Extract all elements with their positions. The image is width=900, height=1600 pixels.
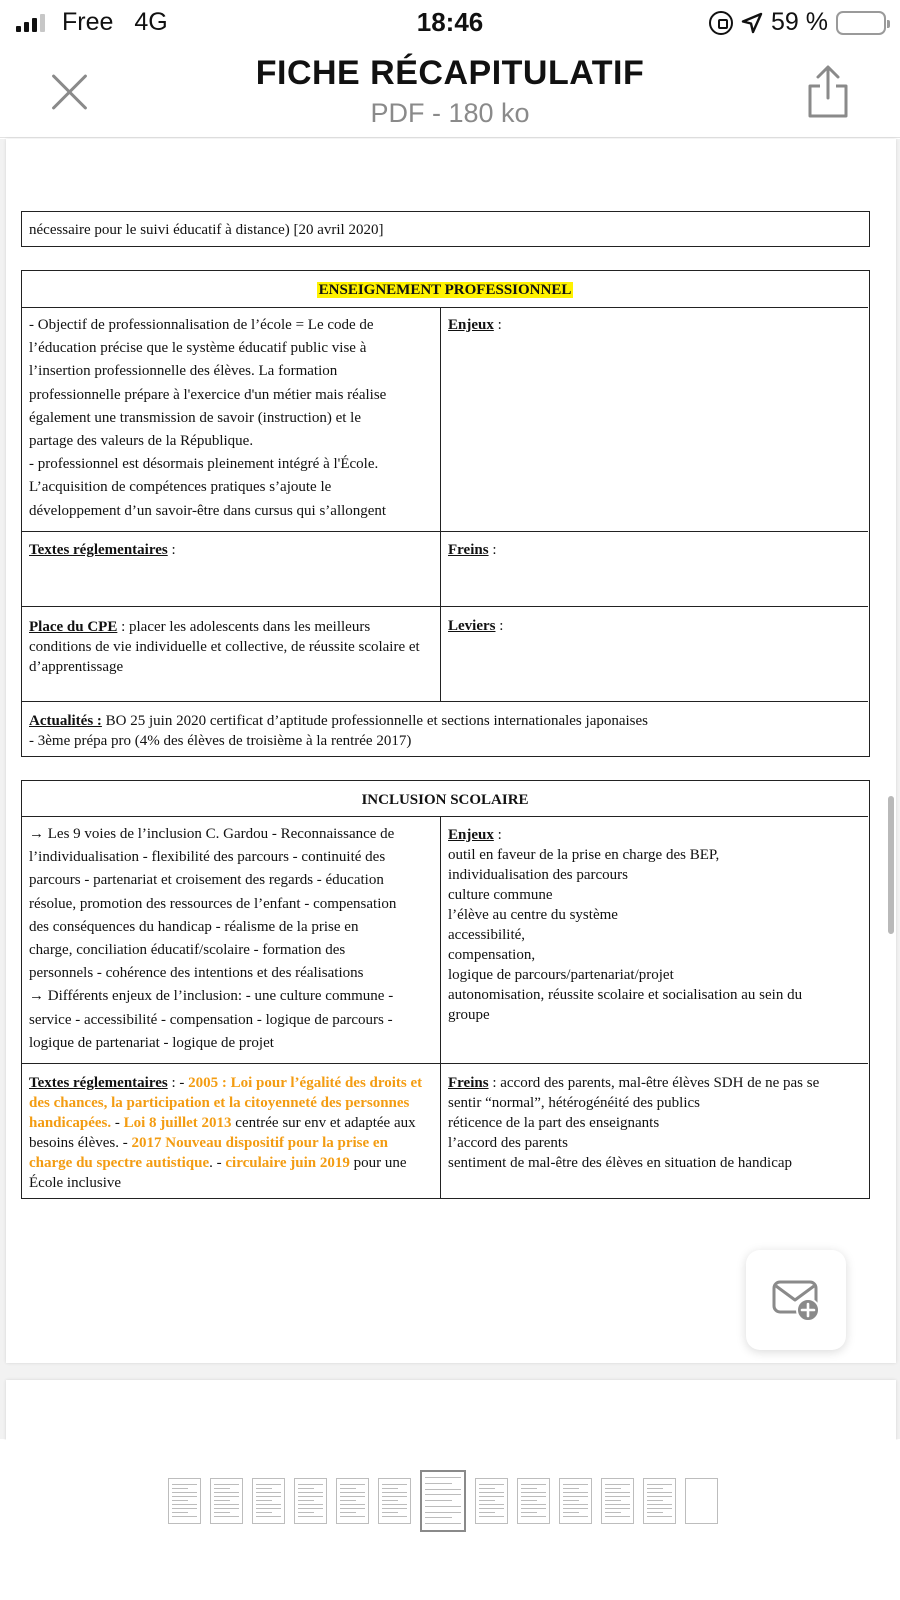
freins-cell: Freins : xyxy=(448,542,497,558)
loi-2013: Loi 8 juillet 2013 xyxy=(123,1115,232,1131)
section-title-inclusion: INCLUSION SCOLAIRE xyxy=(361,792,529,808)
objectif-line: - professionnel est désormais pleinement intégré à l'École. xyxy=(29,456,379,473)
page-thumbnail[interactable] xyxy=(601,1478,634,1524)
inclusion-freins-label: Freins xyxy=(448,1075,489,1091)
enjeux-line: groupe xyxy=(448,1007,490,1023)
voies-line: → Les 9 voies de l’inclusion C. Gardou - Reconnaissance de xyxy=(29,826,395,842)
pdf-page xyxy=(6,139,896,1363)
status-time: 18:46 xyxy=(416,7,484,37)
inclusion-textes-label: Textes réglementaires xyxy=(29,1075,168,1091)
enjeux-line: culture commune xyxy=(448,887,553,903)
voies-inclusion-cell xyxy=(22,817,440,1061)
objectif-line: L’acquisition de compétences pratiques s’ajoute le xyxy=(29,479,332,496)
enjeux-line: accessibilité, xyxy=(448,927,526,943)
mail-add-icon xyxy=(746,1250,846,1350)
scrollbar[interactable] xyxy=(888,796,894,934)
dispositif-2017: 2017 Nouveau dispositif pour la prise en charge du spectre autistique xyxy=(29,1135,388,1171)
page-thumbnail[interactable] xyxy=(336,1478,369,1524)
carrier-name: Free xyxy=(62,8,114,36)
page-thumbnail[interactable] xyxy=(475,1478,508,1524)
enjeux-line: logique de parcours/partenariat/projet xyxy=(448,967,674,983)
voies-line: résolue, promotion des ressources de l’enfant - compensation xyxy=(29,895,397,912)
page-thumbnail[interactable] xyxy=(643,1478,676,1524)
objectif-line: l’insertion professionnelle des élèves. La formation xyxy=(29,363,338,380)
page-thumbnail[interactable] xyxy=(252,1478,285,1524)
leviers-cell: Leviers : xyxy=(448,618,504,634)
viewer-header xyxy=(0,46,900,138)
network-type: 4G xyxy=(134,8,168,36)
page-thumbnail[interactable] xyxy=(210,1478,243,1524)
voies-line: personnels - cohérence des intentions et des réalisations xyxy=(29,965,364,982)
loi-2005: 2005 : Loi pour l’égalité des droits et des chances, la participation et la citoyenneté des personnes handicapées. xyxy=(29,1075,423,1131)
share-icon[interactable] xyxy=(804,64,852,120)
inclusion-enjeux-label: Enjeux xyxy=(448,827,494,843)
voies-line: charge, conciliation éducatif/scolaire - formation des xyxy=(29,942,346,959)
objectif-line: professionnelle prépare à l'exercice d'un métier mais réalise xyxy=(29,386,387,403)
voies-line: l’individualisation - flexibilité des parcours - continuité des xyxy=(29,849,386,866)
objectif-line: l’éducation précise que le système éducatif public vise à xyxy=(29,340,367,357)
page-thumbnail[interactable] xyxy=(168,1478,201,1524)
page-thumbnail[interactable] xyxy=(559,1478,592,1524)
objectif-cell xyxy=(22,308,440,529)
document-viewer[interactable] xyxy=(0,139,900,1439)
location-arrow-icon xyxy=(741,12,763,34)
objectif-line: également une transmission de savoir (instruction) et le xyxy=(29,409,361,426)
enjeux-line: compensation, xyxy=(448,947,536,963)
textes-reglementaires-cell: Textes réglementaires : xyxy=(29,542,176,558)
leviers-label: Leviers xyxy=(448,618,496,634)
voies-line: des conséquences du handicap - réalisme de la prise en xyxy=(29,918,359,935)
voies-line: → Différents enjeux de l’inclusion: - une culture commune - xyxy=(29,988,394,1005)
page-thumbnail[interactable] xyxy=(517,1478,550,1524)
enjeux-line: l’élève au centre du système xyxy=(448,907,618,923)
place-cpe-cell xyxy=(22,611,440,683)
inclusion-enjeux-cell: Enjeux : outil en faveur de la prise en charge des BEP, individualisation des parcours culture commune l’élève au centre du système accessibilité, compensation, logique de parcours/partenariat/projet autonomisation, réussite scolaire et socialisation au sein du groupe xyxy=(441,819,868,1031)
enjeux-line: outil en faveur de la prise en charge des BEP, xyxy=(448,847,720,863)
previous-section-row xyxy=(21,211,870,247)
status-bar xyxy=(0,0,900,46)
actualites-label: Actualités : xyxy=(29,713,102,729)
battery-percent: 59 % xyxy=(771,8,828,36)
freins-label: Freins xyxy=(448,542,489,558)
enjeux-label: Enjeux xyxy=(448,317,494,333)
place-cpe-text: : placer les adolescents dans les meilleurs conditions de vie individuelle et collective, de réussite scolaire et d’apprentissage xyxy=(29,619,420,675)
voies-line: service - accessibilité - compensation - logique de parcours - xyxy=(29,1011,393,1028)
page-thumbnail[interactable] xyxy=(685,1478,718,1524)
textes-label: Textes réglementaires xyxy=(29,542,168,558)
previous-section-text: nécessaire pour le suivi éducatif à distance) [20 avril 2020] xyxy=(29,222,384,238)
mail-add-button[interactable] xyxy=(746,1250,846,1350)
objectif-line: - Objectif de professionnalisation de l’école = Le code de xyxy=(29,317,374,333)
page-thumbnail-strip xyxy=(0,1440,900,1600)
enjeux-line: individualisation des parcours xyxy=(448,867,628,883)
objectif-line: partage des valeurs de la République. xyxy=(29,433,254,450)
page-thumbnail[interactable] xyxy=(420,1470,466,1532)
section-title-ens-pro: ENSEIGNEMENT PROFESSIONNEL xyxy=(318,282,572,298)
document-subtitle: PDF - 180 ko xyxy=(370,98,530,128)
table-enseignement-professionnel xyxy=(21,270,870,757)
inclusion-textes-cell: Textes réglementaires : - 2005 : Loi pour l’égalité des droits et des chances, la participation et la citoyenneté des personnes handicapées. - Loi 8 juillet 2013 centrée sur env et adaptée aux besoins élèves. - 2017 Nouveau dispositif pour la prise en charge du spectre autistique. - circulaire juin 2019 pour une École inclusive xyxy=(29,1075,423,1191)
circulaire-2019: circulaire juin 2019 xyxy=(225,1155,350,1171)
document-title: FICHE RÉCAPITULATIF xyxy=(255,54,645,92)
actualites-line-2: - 3ème prépa pro (4% des élèves de troisième à la rentrée 2017) xyxy=(29,733,412,749)
voies-line: logique de partenariat - logique de projet xyxy=(29,1034,274,1051)
voies-line: parcours - partenariat et croisement des regards - éducation xyxy=(29,872,384,889)
page-thumbnail[interactable] xyxy=(294,1478,327,1524)
actualites-text: BO 25 juin 2020 certificat d’aptitude professionnelle et sections internationales japonaises xyxy=(101,713,649,729)
place-cpe-label: Place du CPE xyxy=(29,619,118,635)
battery-icon xyxy=(836,11,886,35)
inclusion-freins-cell: Freins : accord des parents, mal-être élèves SDH de ne pas se sentir “normal”, hétérogénéité des publics réticence de la part des enseignants l’accord des parents sentiment de mal-être des élèves en situation de handicap xyxy=(448,1075,820,1171)
objectif-line: développement d’un savoir-être dans cursus qui s’allongent xyxy=(29,502,387,519)
page-thumbnail[interactable] xyxy=(378,1478,411,1524)
orientation-lock-icon xyxy=(709,11,733,35)
table-inclusion-scolaire xyxy=(21,780,870,1199)
actualites-cell xyxy=(22,705,868,757)
enjeux-line: autonomisation, réussite scolaire et socialisation au sein du xyxy=(448,987,803,1003)
enjeux-cell: Enjeux : xyxy=(448,317,502,333)
